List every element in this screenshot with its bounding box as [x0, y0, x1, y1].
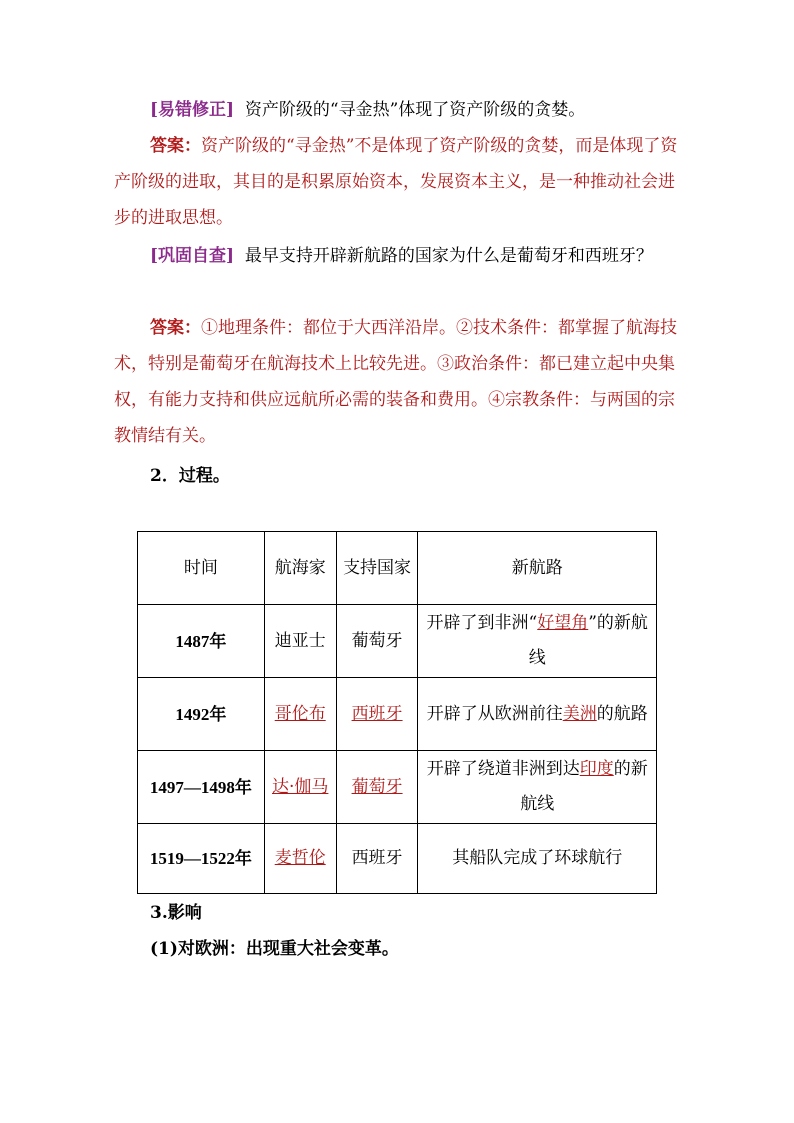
- navigator-cell: 迪亚士: [264, 605, 336, 678]
- header-cell: 支持国家: [336, 532, 418, 605]
- impact-item-europe: (1)对欧洲：出现重大社会变革。: [150, 939, 399, 959]
- answer-label: 答案：: [150, 318, 201, 338]
- answer-text: 资产阶级的“寻金热”不是体现了资产阶级的贪婪，而是体现了资产阶级的进取，其目的是积累原始资本，发展资本主义，是一种推动社会进步的进取思想。: [114, 136, 678, 228]
- section-heading-impact: 3.影响: [150, 903, 202, 923]
- table-row: [138, 751, 657, 824]
- navigator-cell: 麦哲伦: [264, 824, 336, 894]
- country-cell: 西班牙: [336, 824, 418, 894]
- table-row: [138, 678, 657, 751]
- year-cell: 1519—1522年: [138, 824, 265, 894]
- year-cell: 1492年: [138, 678, 265, 751]
- review-tag: [巩固自查]: [150, 246, 235, 266]
- answer-paragraph-2: [114, 310, 684, 454]
- section-heading-process: 2．过程。: [150, 466, 230, 486]
- navigator-cell: 达·伽马: [264, 751, 336, 824]
- answer-text: ①地理条件：都位于大西洋沿岸。②技术条件：都掌握了航海技术，特别是葡萄牙在航海技术上比较先进。③政治条件：都已建立起中央集权，有能力支持和供应远航所必需的装备和费用。④宗教条件：与两国的宗教情结有关。: [114, 318, 677, 446]
- review-question: 最早支持开辟新航路的国家为什么是葡萄牙和西班牙？: [244, 246, 653, 266]
- year-cell: 1487年: [138, 605, 265, 678]
- country-cell: 葡萄牙: [336, 605, 418, 678]
- header-cell: 航海家: [264, 532, 336, 605]
- voyage-table: [137, 531, 657, 894]
- route-keyword: 印度: [579, 759, 614, 779]
- error-correction-text: 资产阶级的“寻金热”体现了资产阶级的贪婪。: [244, 100, 586, 120]
- error-correction-paragraph: [114, 92, 684, 128]
- country-cell: 西班牙: [336, 678, 418, 751]
- table-row: [138, 824, 657, 894]
- answer-paragraph-1: [114, 128, 684, 236]
- route-cell: 开辟了绕道非洲到达印度的新航线: [418, 751, 657, 824]
- answer-label: 答案：: [150, 136, 201, 156]
- country-cell: 葡萄牙: [336, 751, 418, 824]
- table-row: [138, 605, 657, 678]
- header-cell: 新航路: [418, 532, 657, 605]
- route-cell: 其船队完成了环球航行: [418, 824, 657, 894]
- year-cell: 1497—1498年: [138, 751, 265, 824]
- route-keyword: 美洲: [562, 703, 597, 724]
- review-paragraph: [114, 238, 684, 274]
- navigator-cell: 哥伦布: [264, 678, 336, 751]
- table-header-row: [138, 532, 657, 605]
- route-cell: 开辟了从欧洲前往美洲的航路: [418, 678, 657, 751]
- error-correction-tag: [易错修正]: [150, 100, 235, 120]
- route-keyword: 好望角: [537, 613, 589, 633]
- header-cell: 时间: [138, 532, 265, 605]
- route-cell: 开辟了到非洲“好望角”的新航线: [418, 605, 657, 678]
